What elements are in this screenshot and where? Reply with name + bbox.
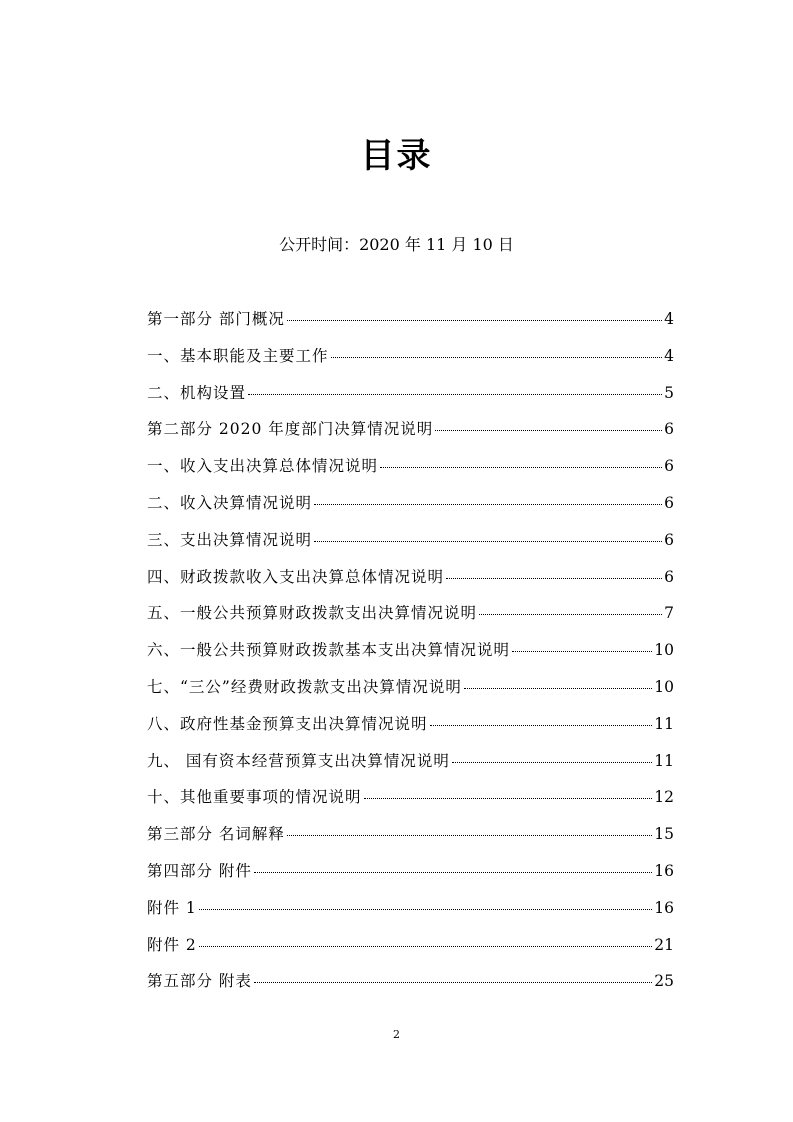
toc-item-page: 6	[664, 457, 674, 476]
toc-leader-dots	[452, 762, 652, 763]
toc-leader-dots	[380, 467, 662, 468]
toc-item-page: 25	[654, 972, 674, 991]
toc-leader-dots	[435, 430, 662, 431]
toc-item-label: 三、支出决算情况说明	[147, 530, 313, 549]
toc-leader-dots	[199, 909, 652, 910]
toc-item-label: 二、机构设置	[147, 383, 247, 402]
toc-item[interactable]	[147, 896, 674, 933]
toc-item-label: 六、一般公共预算财政拨款基本支出决算情况说明	[147, 641, 511, 660]
toc-leader-dots	[314, 504, 662, 505]
toc-item-page: 6	[664, 567, 674, 586]
toc-item-label: 八、政府性基金预算支出决算情况说明	[147, 714, 428, 733]
toc-item-page: 12	[654, 788, 674, 807]
toc-leader-dots	[464, 688, 652, 689]
toc-item[interactable]	[147, 528, 674, 565]
toc-leader-dots	[287, 835, 652, 836]
toc-leader-dots	[479, 614, 662, 615]
toc-item-page: 6	[664, 493, 674, 512]
toc-leader-dots	[254, 872, 652, 873]
toc-item-page: 11	[654, 751, 674, 770]
toc-item-label: 一、收入支出决算总体情况说明	[147, 457, 379, 476]
toc-item[interactable]	[147, 454, 674, 491]
toc-item-page: 4	[664, 346, 674, 365]
toc-item-label: 第二部分 2020 年度部门决算情况说明	[147, 420, 434, 439]
toc-item[interactable]	[147, 969, 674, 1006]
toc-leader-dots	[199, 946, 652, 947]
toc-item-page: 5	[664, 383, 674, 402]
toc-item[interactable]	[147, 859, 674, 896]
toc-item[interactable]	[147, 785, 674, 822]
toc-leader-dots	[446, 578, 662, 579]
toc-leader-dots	[430, 725, 653, 726]
toc-item-label: 二、收入决算情况说明	[147, 493, 313, 512]
toc-item-page: 4	[664, 310, 674, 328]
table-of-contents	[147, 307, 674, 1006]
toc-item-page: 15	[654, 825, 674, 844]
toc-item-page: 6	[664, 420, 674, 439]
toc-item-label: 第五部分 附表	[147, 972, 252, 991]
toc-item-page: 21	[654, 935, 674, 954]
publish-time: 公开时间：2020 年 11 月 10 日	[279, 235, 514, 254]
toc-item-label: 四、财政拨款收入支出决算总体情况说明	[147, 567, 445, 586]
toc-leader-dots	[364, 798, 653, 799]
toc-item-page: 11	[654, 714, 674, 733]
toc-item[interactable]	[147, 638, 674, 675]
toc-item-label: 一、基本职能及主要工作	[147, 346, 329, 365]
toc-item[interactable]	[147, 675, 674, 712]
page-number: 2	[393, 1028, 400, 1041]
toc-leader-dots	[248, 394, 662, 395]
toc-item-page: 16	[654, 898, 674, 917]
toc-item-label: 附件 2	[147, 935, 197, 954]
toc-item-label: 五、一般公共预算财政拨款支出决算情况说明	[147, 604, 478, 623]
toc-item[interactable]	[147, 565, 674, 602]
toc-item-label: 第一部分 部门概况	[147, 310, 285, 328]
toc-item[interactable]	[147, 749, 674, 786]
toc-leader-dots	[254, 982, 652, 983]
toc-item-label: 附件 1	[147, 898, 197, 917]
toc-item[interactable]	[147, 491, 674, 528]
toc-item-label: 十、其他重要事项的情况说明	[147, 788, 362, 807]
toc-item[interactable]	[147, 417, 674, 454]
toc-leader-dots	[287, 320, 662, 321]
toc-leader-dots	[314, 541, 662, 542]
toc-item-page: 10	[654, 641, 674, 660]
toc-item[interactable]	[147, 307, 674, 344]
toc-item[interactable]	[147, 712, 674, 749]
toc-item[interactable]	[147, 344, 674, 381]
toc-item[interactable]	[147, 381, 674, 418]
toc-item[interactable]	[147, 822, 674, 859]
toc-item-label: 第四部分 附件	[147, 861, 252, 880]
toc-item-page: 10	[654, 677, 674, 696]
toc-item-page: 6	[664, 530, 674, 549]
toc-item[interactable]	[147, 933, 674, 970]
toc-item-label: 第三部分 名词解释	[147, 825, 285, 844]
toc-item-page: 7	[664, 604, 674, 623]
toc-item-label: 七、“三公”经费财政拨款支出决算情况说明	[147, 677, 462, 696]
toc-item-page: 16	[654, 861, 674, 880]
page-title: 目录	[360, 136, 433, 176]
toc-leader-dots	[512, 651, 652, 652]
toc-item[interactable]	[147, 601, 674, 638]
toc-leader-dots	[331, 357, 663, 358]
toc-item-label: 九、 国有资本经营预算支出决算情况说明	[147, 751, 450, 770]
